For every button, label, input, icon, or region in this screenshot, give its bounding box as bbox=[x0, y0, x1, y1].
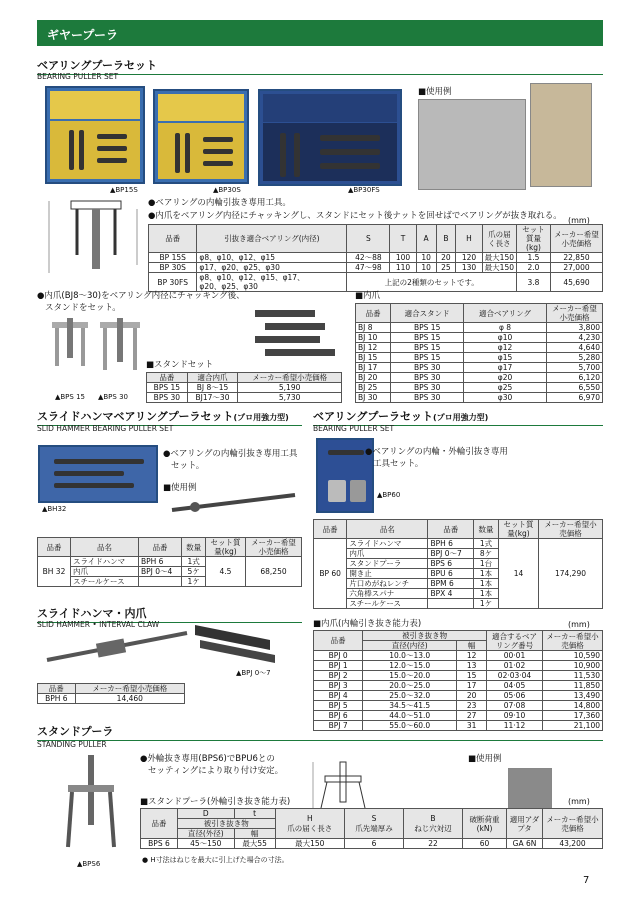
caption-bp30s: ▲BP30S bbox=[213, 186, 241, 194]
inner-jaw-capacity-table: 品番 被引き抜き物 適合するベアリング番号 メーカー希望小売価格 直径(内径) 幅 BPJ 0 10.0～13.0 12 00·01 10,590 BPJ 1 12.0～15.0 13 01·02 10,900 BPJ 2 15.0～20.0 15 02·03·04 11,530 BPJ 3 20.0～25.0 17 04·05 11,850 BPJ 4 25.0～32.0 20 05·06 13,490 BPJ 5 34.5～41.5 23 07·08 14,800 BPJ 6 44.0～51.0 27 09·10 17,360 BPJ 7 55.0～60.0 31 11·12 21,100 bbox=[313, 630, 603, 731]
table-row: 六角棒スパナ BPX 4 1本 bbox=[314, 589, 603, 599]
caption-bp15s: ▲BP15S bbox=[110, 186, 138, 194]
bps-note-1: ●外輪抜き専用(BPS6)でBPU6との bbox=[140, 754, 275, 764]
standing-puller-table: 品番 D t H 爪の届く長さ S 爪先端厚み B ねじ穴対辺 破断荷重(kN) 適用アダプタ メーカー希望小売価格 被引き抜き物 直径(外径) 幅 BPS 6 45～150 最大55 最大150 6 22 60 GA 6N 43,200 bbox=[140, 808, 603, 849]
inner-jaw-capacity-title: ■内爪(内輪引き抜き能力表) bbox=[313, 619, 422, 629]
section-title-bp60: ベアリングプーラセット(プロ用強力型) bbox=[313, 408, 603, 426]
section-title-bearing-puller: ベアリングプーラセット bbox=[37, 57, 603, 75]
product-photo-bp15s bbox=[45, 86, 145, 184]
table-row: BPS 30 BJ17～30 5,730 bbox=[147, 393, 342, 403]
product-photo-bp30s bbox=[153, 89, 249, 184]
interval-claw-photo bbox=[190, 615, 280, 670]
standing-puller-photo bbox=[60, 755, 125, 855]
bh-example-label: ■使用例 bbox=[163, 483, 197, 493]
bh32-set-table: 品番 品名 品番 数量 セット質量(kg) メーカー希望小売価格 BH 32 スライドハンマ BPH 6 1式 4.5 68,250 内爪 BPJ 0～4 5ケ スチールケース 1ケ bbox=[37, 537, 302, 587]
table-row: BPS 15 BJ 8～15 5,190 bbox=[147, 383, 342, 393]
table-row: BJ 20 BPS 30 φ20 6,120 bbox=[356, 373, 603, 383]
stand-set-table: 品番 適合内爪 メーカー希望小売価格 BPS 15 BJ 8～15 5,190 BPS 30 BJ17～30 5,730 bbox=[146, 372, 342, 403]
section-subtitle: BEARING PULLER SET bbox=[313, 424, 395, 433]
table-row: スタンドプーラ BPS 6 1台 bbox=[314, 559, 603, 569]
table-row: BH 32 スライドハンマ BPH 6 1式 4.5 68,250 bbox=[38, 557, 302, 567]
usage-photo-2 bbox=[530, 83, 592, 187]
table-row: BJ 25 BPS 30 φ25 6,550 bbox=[356, 383, 603, 393]
caption-bpj: ▲BPJ 0～7 bbox=[236, 669, 271, 677]
table-row: 片口めがねレンチ BPM 6 1本 bbox=[314, 579, 603, 589]
inner-jaw-table: 品番 適合スタンド 適合ベアリング メーカー希望小売価格 BJ 8 BPS 15 φ 8 3,800 BJ 10 BPS 15 φ10 4,230 BJ 12 BPS 15 φ12 4,640 BJ 15 BPS 15 φ15 5,280 BJ 17 BPS 30 φ17 5,700 BJ 20 BPS 30 φ20 6,120 BJ 25 BPS 30 φ25 6,550 BJ 30 BPS 30 φ30 6,970 bbox=[355, 303, 603, 403]
table-row: 開き止 BPU 6 1本 bbox=[314, 569, 603, 579]
bp60-note-2: 工具セット。 bbox=[373, 459, 424, 469]
section-subtitle: STANDING PULLER bbox=[37, 740, 107, 749]
section-subtitle: SLID HAMMER BEARING PULLER SET bbox=[37, 424, 174, 433]
caption-bps15: ▲BPS 15 bbox=[55, 393, 85, 401]
table-row: 内爪 BPJ 0～7 8ケ bbox=[314, 549, 603, 559]
table-row: BP 60 スライドハンマ BPH 6 1式 14 174,290 bbox=[314, 539, 603, 549]
page-category-title: ギヤープーラ bbox=[47, 28, 119, 42]
header-band bbox=[37, 20, 603, 46]
slide-hammer-photo bbox=[42, 625, 192, 670]
caption-bh32: ▲BH32 bbox=[42, 505, 67, 513]
bp-note-2: ●内爪をベアリング内径にチャッキングし、スタンドにセット後ナットを回せばでベアリングが抜き取れる。 bbox=[148, 211, 562, 221]
section-title-standing-puller: スタンドプーラ bbox=[37, 723, 603, 741]
inner-jaw-photo bbox=[250, 305, 345, 360]
table-row: BJ 8 BPS 15 φ 8 3,800 bbox=[356, 323, 603, 333]
section-subtitle: SLID HAMMER • INTERVAL CLAW bbox=[37, 620, 160, 629]
table-row: BPJ 0 10.0～13.0 12 00·01 10,590 bbox=[314, 651, 603, 661]
inner-jaw-title: ■内爪 bbox=[355, 291, 381, 301]
table-row: BP 15S φ8、φ10、φ12、φ15 42～88 100 10 20 120 最大150 1.5 22,850 bbox=[149, 253, 603, 263]
section-subtitle: BEARING PULLER SET bbox=[37, 72, 119, 81]
table-row: BPJ 2 15.0～20.0 15 02·03·04 11,530 bbox=[314, 671, 603, 681]
table-row: BPJ 3 20.0～25.0 17 04·05 11,850 bbox=[314, 681, 603, 691]
table-row: BJ 15 BPS 15 φ15 5,280 bbox=[356, 353, 603, 363]
table-row: BP 30FS φ8、φ10、φ12、φ15、φ17、 φ20、φ25、φ30 上記の2種類のセットです。 3.8 45,690 bbox=[149, 273, 603, 292]
bp-note-1: ●ベアリングの内輪引抜き専用工具。 bbox=[148, 198, 291, 208]
table-row: BJ 12 BPS 15 φ12 4,640 bbox=[356, 343, 603, 353]
table-row: BJ 30 BPS 30 φ30 6,970 bbox=[356, 393, 603, 403]
caption-bps6: ▲BPS6 bbox=[77, 860, 101, 868]
table-row: BPJ 7 55.0～60.0 31 11·12 21,100 bbox=[314, 721, 603, 731]
slide-hammer-table: 品番 メーカー希望小売価格 BPH 6 14,460 bbox=[37, 683, 185, 704]
table-row: BPJ 6 44.0～51.0 27 09·10 17,360 bbox=[314, 711, 603, 721]
table-row: BJ 17 BPS 30 φ17 5,700 bbox=[356, 363, 603, 373]
jaw-note-2: スタンドをセット。 bbox=[45, 303, 121, 313]
unit-label: (mm) bbox=[568, 797, 590, 806]
table-row: BP 30S φ17、φ20、φ25、φ30 47～98 110 10 25 130 最大150 2.0 27,000 bbox=[149, 263, 603, 273]
section-title-slide-hammer-set: スライドハンマベアリングプーラセット(プロ用強力型) bbox=[37, 408, 302, 426]
bps-footnote: ● H寸法はねじを最大に引上げた場合の寸法。 bbox=[142, 856, 289, 864]
table-row: BPS 6 45～150 最大55 最大150 6 22 60 GA 6N 43,200 bbox=[141, 839, 603, 849]
puller-dimension-diagram bbox=[37, 195, 157, 285]
section-title-slide-hammer-jaw: スライドハンマ・内爪 bbox=[37, 605, 302, 623]
table-row: スチールケース 1ケ bbox=[38, 577, 302, 587]
stand-set-title: ■スタンドセット bbox=[146, 360, 214, 370]
caption-bp60: ▲BP60 bbox=[377, 491, 401, 499]
table-row: 内爪 BPJ 0～4 5ケ bbox=[38, 567, 302, 577]
table-row: BPJ 4 25.0～32.0 20 05·06 13,490 bbox=[314, 691, 603, 701]
bh-note-1: ●ベアリングの内輪引抜き専用工具 bbox=[163, 449, 298, 459]
bearing-puller-spec-table: 品番 引抜き適合ベアリング(内径) S T A B H 爪の届く長さ セット質量(kg) メーカー希望小売価格 BP 15S φ8、φ10、φ12、φ15 42～88 100 10 20 120 最大150 1.5 22,850 BP 30S φ17、φ20、φ25、φ30 47～98 110 10 25 130 最大150 2.0 27,000 BP 30FS φ8、φ10、φ12、φ15、φ17、 φ20、φ25、φ30 上記の2種類のセットです。 3.8 45,690 bbox=[148, 224, 603, 292]
table-row: スチールケース 1ケ bbox=[314, 599, 603, 609]
bp60-set-table: 品番 品名 品番 数量 セット質量(kg) メーカー希望小売価格 BP 60 スライドハンマ BPH 6 1式 14 174,290 内爪 BPJ 0～7 8ケ スタンドプーラ BPS 6 1台 開き止 BPU 6 1本 片口めがねレンチ BPM 6 1本 六角棒スパナ BPX 4 1本 スチールケース 1ケ bbox=[313, 519, 603, 609]
page-number: 7 bbox=[583, 875, 590, 886]
unit-label: (mm) bbox=[568, 216, 590, 225]
bh-usage-photo bbox=[170, 492, 300, 514]
product-photo-bh32 bbox=[38, 445, 158, 503]
jaw-note-1: ●内爪(BJ8～30)をベアリング内径にチャッキング後、 bbox=[37, 291, 245, 301]
bps-note-2: セッティングにより取り付け安定。 bbox=[148, 766, 284, 776]
usage-example-label: ■使用例 bbox=[418, 87, 452, 97]
unit-label: (mm) bbox=[568, 620, 590, 629]
table-row: BPH 6 14,460 bbox=[38, 694, 185, 704]
bp60-note-1: ●ベアリングの内輪・外輪引抜き専用 bbox=[365, 447, 508, 457]
bh-note-2: セット。 bbox=[171, 461, 205, 471]
caption-bps30: ▲BPS 30 bbox=[98, 393, 128, 401]
product-photo-bp30fs bbox=[258, 89, 402, 186]
bps-example-label: ■使用例 bbox=[468, 754, 502, 764]
caption-bp30fs: ▲BP30FS bbox=[348, 186, 380, 194]
stand-photo bbox=[50, 318, 145, 373]
bps-table-title: ■スタンドプーラ(外輪引き抜き能力表) bbox=[140, 797, 291, 807]
table-row: BPJ 1 12.0～15.0 13 01·02 10,900 bbox=[314, 661, 603, 671]
usage-photo-1 bbox=[418, 99, 526, 190]
table-row: BPJ 5 34.5～41.5 23 07·08 14,800 bbox=[314, 701, 603, 711]
table-row: BJ 10 BPS 15 φ10 4,230 bbox=[356, 333, 603, 343]
